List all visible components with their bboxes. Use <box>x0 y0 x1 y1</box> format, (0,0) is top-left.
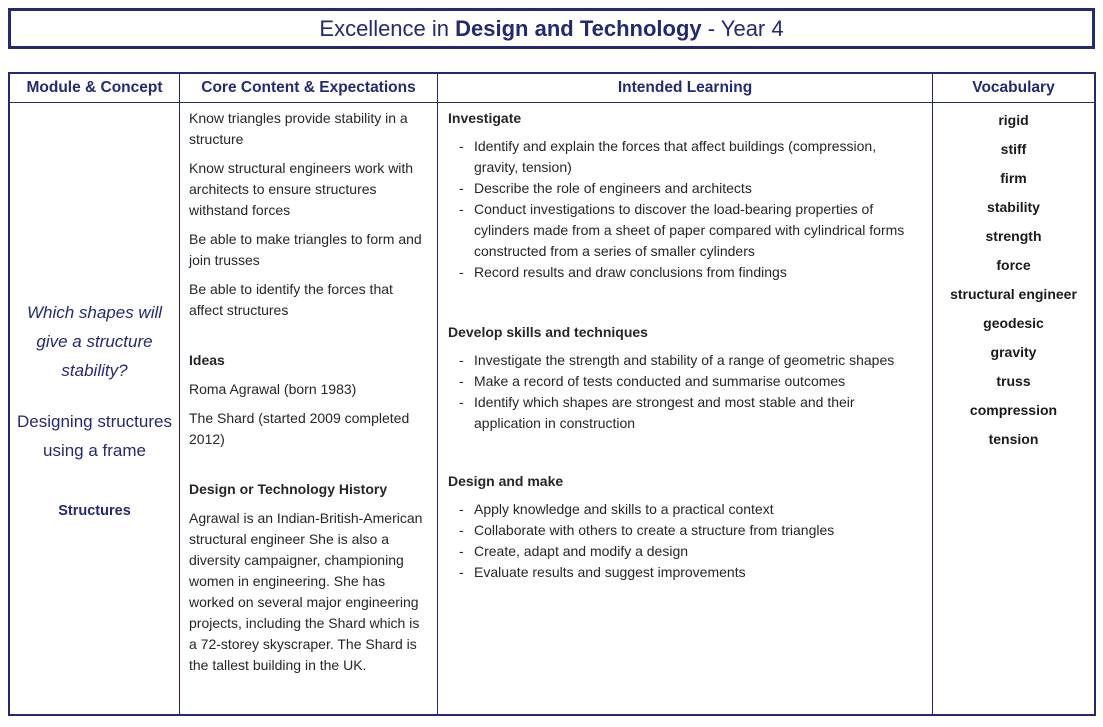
page-title-prefix: Excellence in <box>319 15 456 41</box>
curriculum-table <box>8 72 1096 716</box>
core-content-cell <box>180 103 438 714</box>
core-paragraph: Be able to make triangles to form and join trusses <box>189 231 422 268</box>
page-title-suffix: - Year 4 <box>701 15 784 41</box>
history-heading: Design or Technology History <box>189 481 388 497</box>
learning-bullet: - Identify and explain the forces that affect buildings (compression, gravity, tension) <box>448 136 920 178</box>
vocabulary-word: stability <box>987 199 1040 215</box>
learning-bullet: - Record results and draw conclusions from findings <box>448 262 920 283</box>
vocabulary-word: geodesic <box>983 315 1044 331</box>
history-paragraph: Agrawal is an Indian-British-American structural engineer She is also a diversity campaigner, championing women in engineering. She has worked on several major engineering projects, including the Shard which is a 72-storey skyscraper. The Shard is the tallest building in the UK. <box>189 510 423 673</box>
vocabulary-word: strength <box>985 228 1042 244</box>
vocabulary-word: force <box>996 257 1031 273</box>
learning-bullet: - Apply knowledge and skills to a practical context <box>448 499 920 520</box>
learning-bullet: - Conduct investigations to discover the load-bearing properties of cylinders made from a sheet of paper compared with cylindrical forms constructed from a series of smaller cylinders <box>448 199 920 262</box>
intended-learning-section-develop-skills <box>448 322 920 434</box>
section-heading: Develop skills and techniques <box>448 324 648 340</box>
learning-bullet: - Describe the role of engineers and architects <box>448 178 920 199</box>
module-topic: Structures <box>58 503 131 519</box>
vocabulary-cell <box>933 103 1094 714</box>
module-concept-cell <box>10 103 180 714</box>
vocabulary-word: rigid <box>998 112 1029 128</box>
vocabulary-word: tension <box>988 431 1039 447</box>
vocabulary-word: structural engineer <box>950 286 1077 302</box>
column-header-core-content: Core Content & Expectations <box>180 74 438 103</box>
idea-item: Roma Agrawal (born 1983) <box>189 381 357 397</box>
core-paragraph: Know structural engineers work with architects to ensure structures withstand forces <box>189 160 414 218</box>
title-banner <box>8 8 1095 49</box>
vocabulary-word: stiff <box>1000 141 1027 157</box>
intended-learning-section-investigate <box>448 108 920 283</box>
learning-bullet: - Investigate the strength and stability of a range of geometric shapes <box>448 350 920 371</box>
vocabulary-word: truss <box>996 373 1031 389</box>
learning-bullet: - Collaborate with others to create a structure from triangles <box>448 520 920 541</box>
learning-bullet: - Evaluate results and suggest improvements <box>448 562 920 583</box>
module-subtitle: Designing structures using a frame <box>17 412 172 460</box>
intended-learning-cell <box>438 103 933 714</box>
learning-bullet: - Make a record of tests conducted and summarise outcomes <box>448 371 920 392</box>
page-title-subject: Design and Technology <box>455 15 702 41</box>
learning-bullet: - Create, adapt and modify a design <box>448 541 920 562</box>
core-paragraph: Know triangles provide stability in a structure <box>189 110 408 147</box>
vocabulary-word: firm <box>1000 170 1027 186</box>
module-question: Which shapes will give a structure stability? <box>26 303 163 380</box>
vocabulary-word: gravity <box>990 344 1037 360</box>
column-header-vocabulary: Vocabulary <box>933 74 1094 103</box>
column-header-intended-learning: Intended Learning <box>438 74 933 103</box>
vocabulary-word: compression <box>969 402 1058 418</box>
section-heading: Design and make <box>448 473 564 489</box>
learning-bullet: - Identify which shapes are strongest and most stable and their application in construction <box>448 392 920 434</box>
core-paragraph: Be able to identify the forces that affect structures <box>189 281 393 318</box>
section-heading: Investigate <box>448 110 522 126</box>
ideas-heading: Ideas <box>189 352 225 368</box>
intended-learning-section-design-make <box>448 471 920 583</box>
idea-item: The Shard (started 2009 completed 2012) <box>189 410 410 447</box>
column-header-module-concept: Module & Concept <box>10 74 180 103</box>
